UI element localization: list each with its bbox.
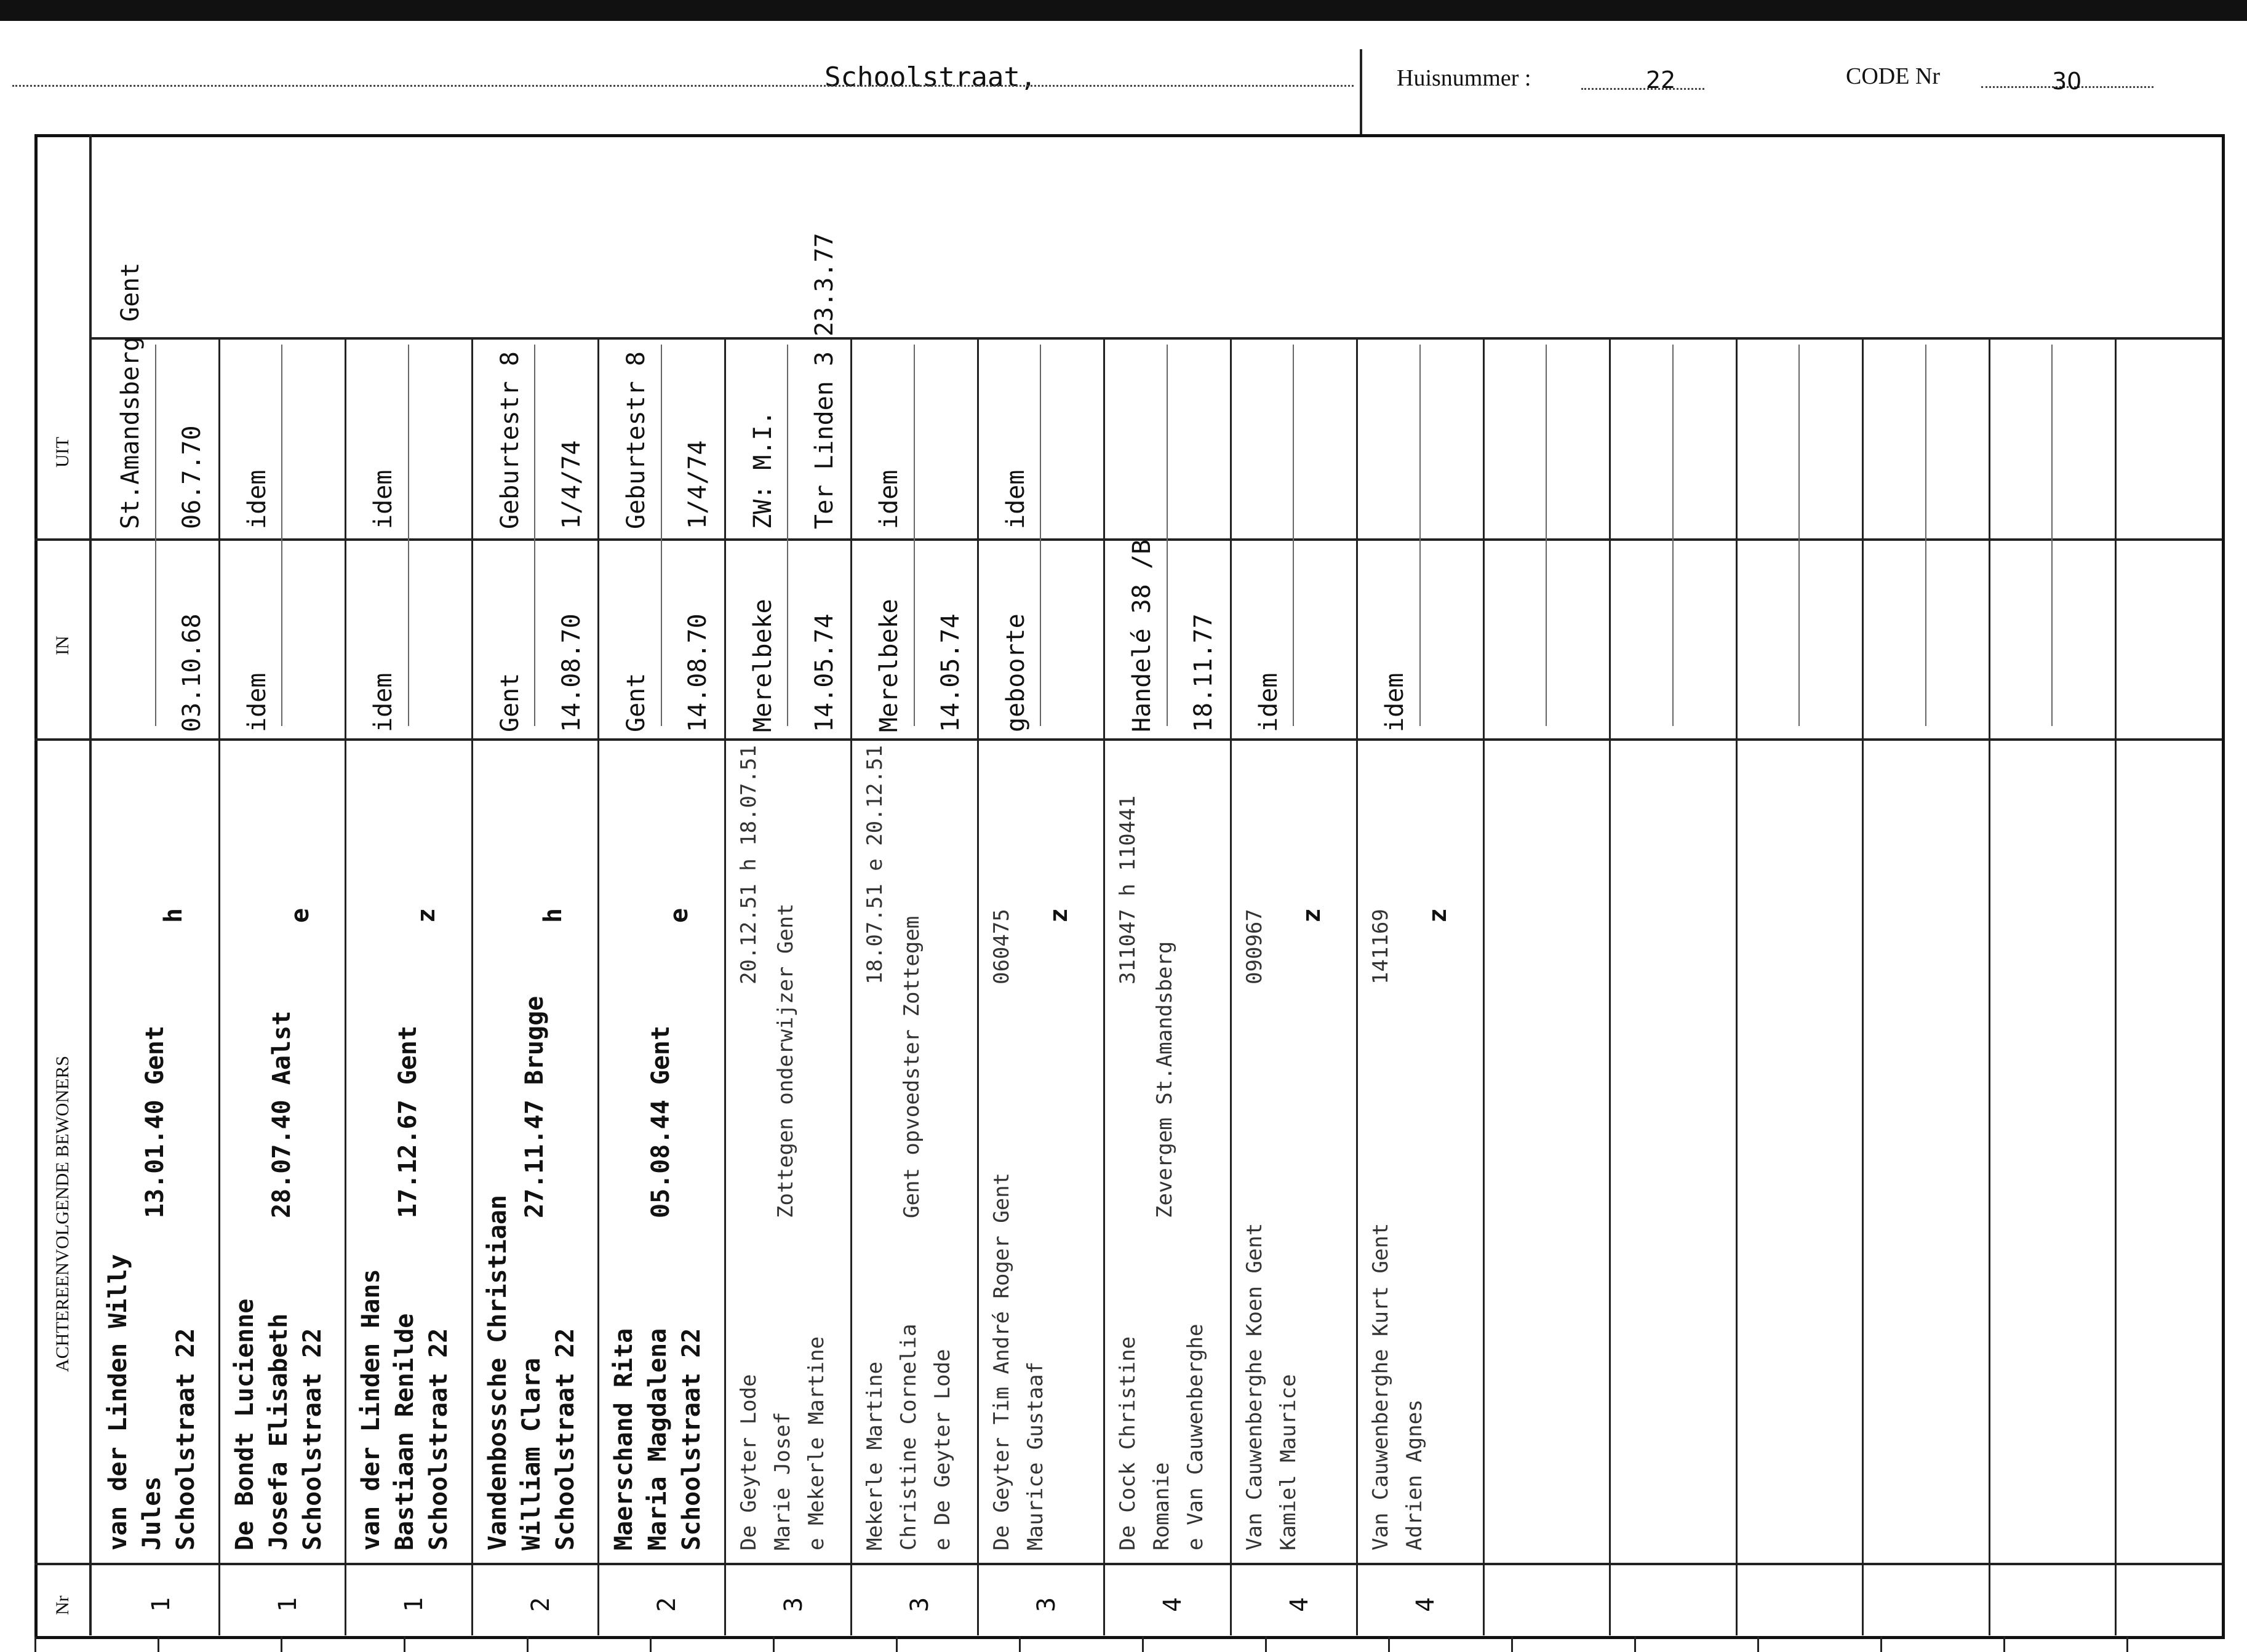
bottom-tick <box>1265 1637 1267 1652</box>
household-number: 4 <box>1285 1597 1314 1612</box>
sub-column-divider <box>661 345 662 726</box>
column-divider <box>850 337 852 1635</box>
nr-label: Nr <box>52 1595 73 1615</box>
sex-mark: e <box>665 908 693 923</box>
bottom-tick <box>281 1637 282 1652</box>
column-divider <box>471 337 473 1635</box>
sub-column-divider <box>155 345 156 726</box>
resident-given-names: Josefa Elisabeth <box>264 1313 293 1550</box>
resident-name: De Bondt Lucienne <box>230 1298 259 1550</box>
sub-column-divider <box>1419 345 1421 726</box>
column-divider <box>1609 337 1611 1635</box>
birth-info: 05.08.44 Gent <box>647 1025 675 1218</box>
resident-address: e De Geyter Lode <box>930 1349 955 1550</box>
resident-given-names: Bastiaan Renilde <box>391 1313 419 1550</box>
in-place: geboorte <box>1001 613 1030 732</box>
in-label: IN <box>52 636 73 655</box>
column-divider <box>977 337 979 1635</box>
sub-column-divider <box>2051 345 2053 726</box>
resident-name: De Cock Christine <box>1116 1336 1140 1550</box>
birth-info: Gent opvoedster Zottegem <box>900 916 924 1218</box>
bottom-tick <box>896 1637 898 1652</box>
sex-mark: z <box>1424 908 1452 923</box>
bottom-tick <box>1511 1637 1513 1652</box>
column-divider <box>2115 337 2117 1635</box>
uit-place: ZW: M.I. <box>748 410 777 529</box>
in-date: 14.05.74 <box>936 613 965 732</box>
header-divider <box>1360 49 1362 135</box>
bottom-tick <box>2126 1637 2128 1652</box>
resident-name: Van Cauwenberghe Koen Gent <box>1242 1223 1267 1550</box>
sex-mark: z <box>1297 908 1326 923</box>
resident-name: Van Cauwenberghe Kurt Gent <box>1368 1223 1393 1550</box>
birth-code: 18.07.51 e 20.12.51 <box>863 745 887 984</box>
sub-column-divider <box>1546 345 1547 726</box>
bottom-tick <box>34 1637 36 1652</box>
resident-name: Maerschand Rita <box>610 1328 638 1550</box>
sub-column-divider <box>1040 345 1041 726</box>
resident-name: Vandenbossche Christiaan <box>483 1195 512 1550</box>
sub-column-divider <box>914 345 915 726</box>
uit-place: St.Amandsberg Gent <box>116 262 145 529</box>
resident-address: e Mekerle Martine <box>804 1336 829 1550</box>
bottom-tick <box>1388 1637 1390 1652</box>
bottom-tick <box>773 1637 775 1652</box>
uit-label: UIT <box>52 437 73 468</box>
sub-column-divider <box>408 345 409 726</box>
bottom-tick <box>1634 1637 1636 1652</box>
resident-address: Schoolstraat 22 <box>677 1328 706 1550</box>
bottom-tick <box>527 1637 529 1652</box>
bottom-tick <box>404 1637 405 1652</box>
sub-column-divider <box>281 345 282 726</box>
resident-given-names: Adrien Agnes <box>1402 1399 1427 1550</box>
in-place: idem <box>1381 672 1409 732</box>
in-place: Handelé 38 /B <box>1128 539 1156 732</box>
code-label: CODE Nr <box>1846 63 1941 89</box>
bewoners-label: ACHTEREENVOLGENDE BEWONERS <box>52 1055 73 1372</box>
bottom-tick <box>1880 1637 1882 1652</box>
in-date: 03.10.68 <box>178 613 206 732</box>
uit-date: Ter Linden 3 23.3.77 <box>810 233 839 529</box>
in-place: Merelbeke <box>748 599 777 732</box>
birth-code: 311047 h 110441 <box>1116 795 1140 984</box>
resident-address: e Van Cauwenberghe <box>1183 1323 1208 1550</box>
bottom-tick <box>158 1637 159 1652</box>
in-place: Gent <box>622 672 650 732</box>
birth-info: 28.07.40 Aalst <box>267 1010 296 1218</box>
column-divider <box>1103 337 1105 1635</box>
household-number: 4 <box>1411 1597 1440 1612</box>
resident-name: Mekerle Martine <box>863 1361 887 1550</box>
uit-date: 06.7.70 <box>178 425 206 529</box>
in-date: 14.08.70 <box>684 613 712 732</box>
in-place: idem <box>242 672 271 732</box>
birth-info: 27.11.47 Brugge <box>520 996 549 1218</box>
resident-given-names: Kamiel Maurice <box>1275 1374 1301 1550</box>
uit-place: idem <box>875 469 903 529</box>
sub-column-divider <box>1925 345 1926 726</box>
bottom-tick <box>1757 1637 1759 1652</box>
resident-address: Schoolstraat 22 <box>298 1328 327 1550</box>
column-divider <box>345 337 346 1635</box>
resident-given-names: Jules <box>138 1476 166 1550</box>
resident-given-names: Maria Magdalena <box>644 1328 672 1550</box>
in-date: 14.05.74 <box>810 613 839 732</box>
uit-top-line <box>89 337 2222 340</box>
street-dotted-line <box>12 85 1354 87</box>
bottom-tick <box>650 1637 652 1652</box>
in-date: 18.11.77 <box>1189 613 1218 732</box>
in-place: Gent <box>495 672 524 732</box>
column-divider <box>1736 337 1738 1635</box>
birth-info: Zottegen onderwijzer Gent <box>773 903 798 1218</box>
bewoners-top-line <box>34 738 2222 741</box>
resident-name: van der Linden Hans <box>357 1269 385 1550</box>
resident-given-names: William Clara <box>517 1357 546 1550</box>
household-number: 3 <box>1032 1597 1061 1612</box>
sub-column-divider <box>1293 345 1294 726</box>
resident-address: Schoolstraat 22 <box>425 1328 453 1550</box>
bottom-tick <box>1142 1637 1144 1652</box>
resident-given-names: Romanie <box>1149 1462 1174 1550</box>
birth-code: 20.12.51 h 18.07.51 <box>736 745 761 984</box>
column-divider <box>1356 337 1358 1635</box>
in-place: idem <box>1254 672 1283 732</box>
birth-code: 090967 <box>1242 909 1267 984</box>
scan-top-edge <box>0 0 2247 21</box>
birth-info: 13.01.40 Gent <box>141 1025 169 1218</box>
in-place: Merelbeke <box>875 599 903 732</box>
column-divider <box>1483 337 1485 1635</box>
household-number: 2 <box>526 1597 555 1612</box>
resident-address: Schoolstraat 22 <box>172 1328 200 1550</box>
column-divider <box>597 337 599 1635</box>
resident-name: van der Linden Willy <box>104 1254 132 1550</box>
birth-info: 17.12.67 Gent <box>394 1025 422 1218</box>
birth-code: 060475 <box>989 909 1014 984</box>
household-number: 4 <box>1159 1597 1187 1612</box>
sub-column-divider <box>1672 345 1674 726</box>
street-name: Schoolstraat, <box>824 62 1037 93</box>
household-number: 3 <box>779 1597 808 1612</box>
uit-place: idem <box>1001 469 1030 529</box>
resident-name: De Geyter Lode <box>736 1374 761 1550</box>
sub-column-divider <box>787 345 788 726</box>
nr-top-line <box>34 1563 2222 1565</box>
resident-name: De Geyter Tim André Roger Gent <box>989 1172 1014 1550</box>
column-divider <box>1989 337 1990 1635</box>
bottom-tick <box>2003 1637 2005 1652</box>
label-column-line <box>89 134 92 1635</box>
birth-code: 141169 <box>1368 909 1393 984</box>
bottom-tick <box>1019 1637 1021 1652</box>
household-number: 2 <box>653 1597 681 1612</box>
huisnummer-dots <box>1581 88 1704 90</box>
in-place: idem <box>369 672 397 732</box>
sex-mark: z <box>412 908 441 923</box>
sub-column-divider <box>1167 345 1168 726</box>
uit-place: Geburtestr 8 <box>495 351 524 529</box>
birth-info: Zevergem St.Amandsberg <box>1152 941 1177 1218</box>
column-divider <box>218 337 220 1635</box>
code-value: 30 <box>2052 68 2082 95</box>
sex-mark: e <box>285 908 314 923</box>
column-divider <box>724 337 726 1635</box>
household-number: 1 <box>273 1597 302 1612</box>
resident-given-names: Christine Cornelia <box>896 1323 921 1550</box>
uit-place: idem <box>369 469 397 529</box>
huisnummer-label: Huisnummer : <box>1397 65 1531 91</box>
uit-place: idem <box>242 469 271 529</box>
sub-column-divider <box>1798 345 1800 726</box>
household-number: 1 <box>147 1597 175 1612</box>
sex-mark: z <box>1044 908 1073 923</box>
household-number: 3 <box>906 1597 934 1612</box>
column-divider <box>1230 337 1232 1635</box>
uit-date: 1/4/74 <box>557 440 586 529</box>
uit-place: Geburtestr 8 <box>622 351 650 529</box>
resident-given-names: Maurice Gustaaf <box>1023 1361 1048 1550</box>
uit-date: 1/4/74 <box>684 440 712 529</box>
in-date: 14.08.70 <box>557 613 586 732</box>
sub-column-divider <box>534 345 535 726</box>
household-number: 1 <box>400 1597 428 1612</box>
huisnummer-value: 22 <box>1646 66 1676 94</box>
sex-mark: h <box>159 908 188 923</box>
sex-mark: h <box>538 908 567 923</box>
resident-given-names: Marie Josef <box>770 1411 795 1550</box>
resident-address: Schoolstraat 22 <box>551 1328 580 1550</box>
column-divider <box>1862 337 1864 1635</box>
